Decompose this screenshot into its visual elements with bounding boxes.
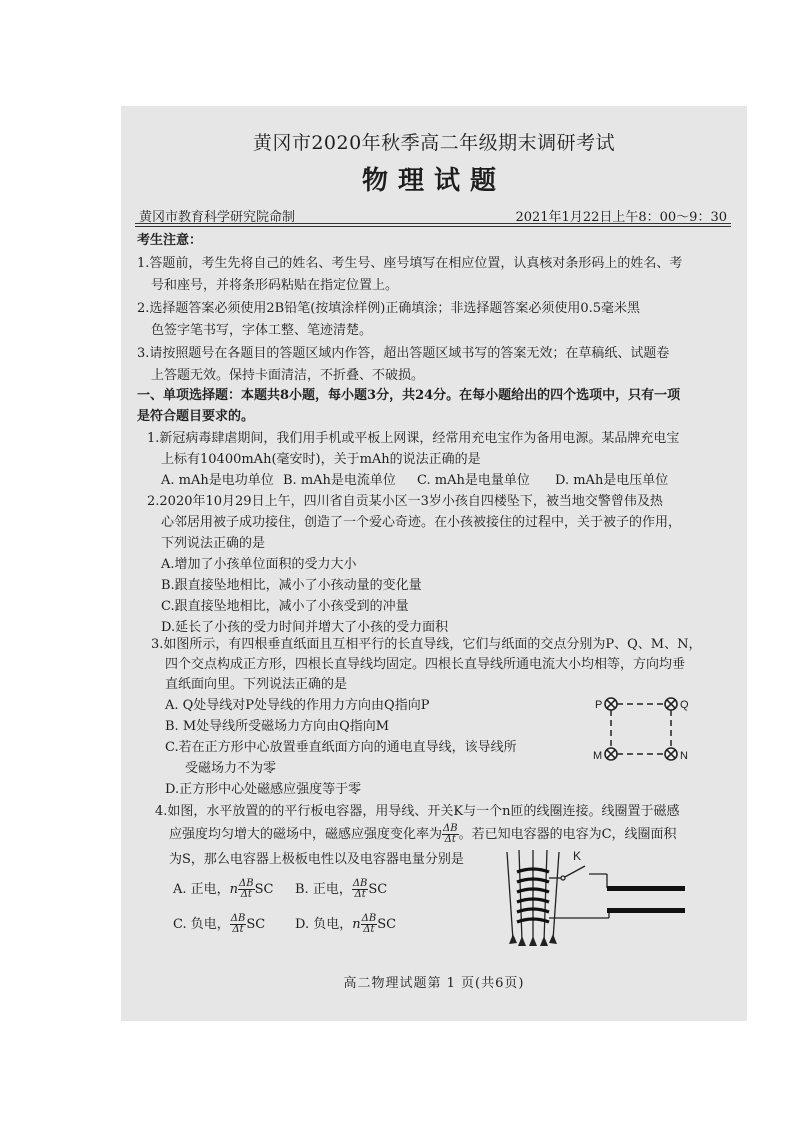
exam-datetime: 2021年1月22日上午8：00～9：30 <box>515 210 727 225</box>
field-line <box>553 852 559 940</box>
question-1-option-a: A. mAh是电功单位 <box>161 473 274 488</box>
exam-sheet <box>121 106 747 1021</box>
question-3-option-b: B. M处导线所受磁场力方向由Q指向M <box>165 719 390 734</box>
question-4-option-d: D. 负电，n $\frac{\Delta B}{\Delta t}$ SC <box>295 913 397 935</box>
question-1-option-b: B. mAh是电流单位 <box>283 473 396 488</box>
question-2-option-d: D.延长了小孩的受力时间并增大了小孩的受力面积 <box>161 620 449 635</box>
question-4-option-b: B. 正电， $\frac{\Delta B}{\Delta t}$ SC <box>295 878 388 900</box>
notice-line: 上答题无效。保持卡面清洁，不折叠、不破损。 <box>151 368 425 383</box>
rate-fraction: $\frac{\Delta B}{\Delta t}$ <box>443 823 458 845</box>
section-heading: 一、单项选择题：本题共8小题，每小题3分，共24分。在每小题给出的四个选项中，只有一项 <box>137 388 681 403</box>
question-3-stem: 直纸面向里。下列说法正确的是 <box>165 677 348 692</box>
label-m: M <box>593 750 603 762</box>
question-4-stem: 为S，那么电容器上极板电性以及电容器电量分别是 <box>169 852 464 867</box>
label-p: P <box>595 699 603 711</box>
question-2-stem: 下列说法正确的是 <box>161 536 266 551</box>
exam-title: 黄冈市2020年秋季高二年级期末调研考试 <box>252 132 616 154</box>
page-footer: 高二物理试题第 1 页(共6页) <box>343 976 525 991</box>
subject-title: 物理试题 <box>361 166 506 196</box>
question-2-option-b: B.跟直接坠地相比，减小了小孩动量的变化量 <box>161 578 422 593</box>
notice-line: 3.请按照题号在各题目的答题区域内作答，超出答题区域书写的答案无效；在草稿纸、试题卷 <box>137 346 670 361</box>
label-q: Q <box>680 699 689 711</box>
question-3-stem: 3.如图所示，有四根垂直纸面且互相平行的长直导线，它们与纸面的交点分别为P、Q、M、N， <box>151 637 702 652</box>
question-4-stem: 4.如图，水平放置的的平行板电容器，用导线、开关K与一个n匝的线圈连接。线圈置于磁感 <box>155 804 680 819</box>
question-4-text: 应强度均匀增大的磁场中，磁感应强度变化率为 <box>169 827 443 842</box>
issuer: 黄冈市教育科学研究院命制 <box>139 210 296 225</box>
label-n: N <box>680 750 688 762</box>
capacitor-lower-plate <box>607 908 685 913</box>
switch-k-label: K <box>573 849 582 863</box>
notice-heading: 考生注意： <box>137 233 203 248</box>
question-4-option-c: C. 负电， $\frac{\Delta B}{\Delta t}$ SC <box>173 913 266 935</box>
coil-capacitor-figure <box>489 844 689 950</box>
field-line <box>507 852 513 940</box>
question-3-stem: 四个交点构成正方形，四根长直导线均固定。四根长直导线所通电流大小均相等，方向均垂 <box>165 657 686 672</box>
question-1-stem: 1.新冠病毒肆虐期间，我们用手机或平板上网课，经常用充电宝作为备用电源。某品牌充电宝 <box>147 431 680 446</box>
section-heading-cont: 是符合题目要求的。 <box>137 409 255 424</box>
switch-k-blade <box>563 866 585 878</box>
switch-pivot <box>561 876 565 880</box>
question-2-option-c: C.跟直接坠地相比，减小了小孩受到的冲量 <box>161 599 409 614</box>
question-3-option-c-cont: 受磁场力不为零 <box>185 761 277 776</box>
field-line <box>519 850 522 942</box>
notice-line: 号和座号，并将条形码粘贴在指定位置上。 <box>151 278 399 293</box>
wire-m-icon <box>605 748 617 760</box>
question-3-option-d: D.正方形中心处磁感应强度等于零 <box>165 782 362 797</box>
header-rule-secondary <box>135 226 731 227</box>
wire-square-figure <box>589 692 699 766</box>
wire-q-icon <box>665 698 677 710</box>
notice-line: 色签字笔书写，字体工整、笔迹清楚。 <box>151 323 373 338</box>
notice-line: 2.选择题答案必须使用2B铅笔(按填涂样例)正确填涂；非选择题答案必须使用0.5毫米黑 <box>137 301 641 316</box>
question-4-option-a: A. 正电，n $\frac{\Delta B}{\Delta t}$ SC <box>173 878 274 900</box>
question-2-option-a: A.增加了小孩单位面积的受力大小 <box>161 557 357 572</box>
question-4-text: 。若已知电容器的电容为C，线圈面积 <box>458 827 677 842</box>
question-1-option-d: D. mAh是电压单位 <box>555 473 669 488</box>
header-rule <box>135 223 731 224</box>
notice-line: 1.答题前，考生先将自己的姓名、考生号、座号填写在相应位置，认真核对条形码上的姓名、考 <box>137 256 683 271</box>
wire-n-icon <box>665 748 677 760</box>
question-2-stem: 心邻居用被子成功接住，创造了一个爱心奇迹。在小孩被接住的过程中，关于被子的作用， <box>161 515 682 530</box>
field-line <box>544 850 547 942</box>
question-1-stem: 上标有10400mAh(毫安时)，关于mAh的说法正确的是 <box>161 452 481 467</box>
wire-p-icon <box>605 698 617 710</box>
question-1-option-c: C. mAh是电量单位 <box>417 473 530 488</box>
capacitor-upper-plate <box>607 886 685 891</box>
question-3-option-a: A. Q处导线对P处导线的作用力方向由Q指向P <box>165 698 430 713</box>
question-3-option-c: C.若在正方形中心放置垂直纸面方向的通电直导线，该导线所 <box>165 740 517 755</box>
question-2-stem: 2.2020年10月29日上午，四川省自贡某小区一3岁小孩自四楼坠下，被当地交警曾伟及热 <box>147 494 663 509</box>
